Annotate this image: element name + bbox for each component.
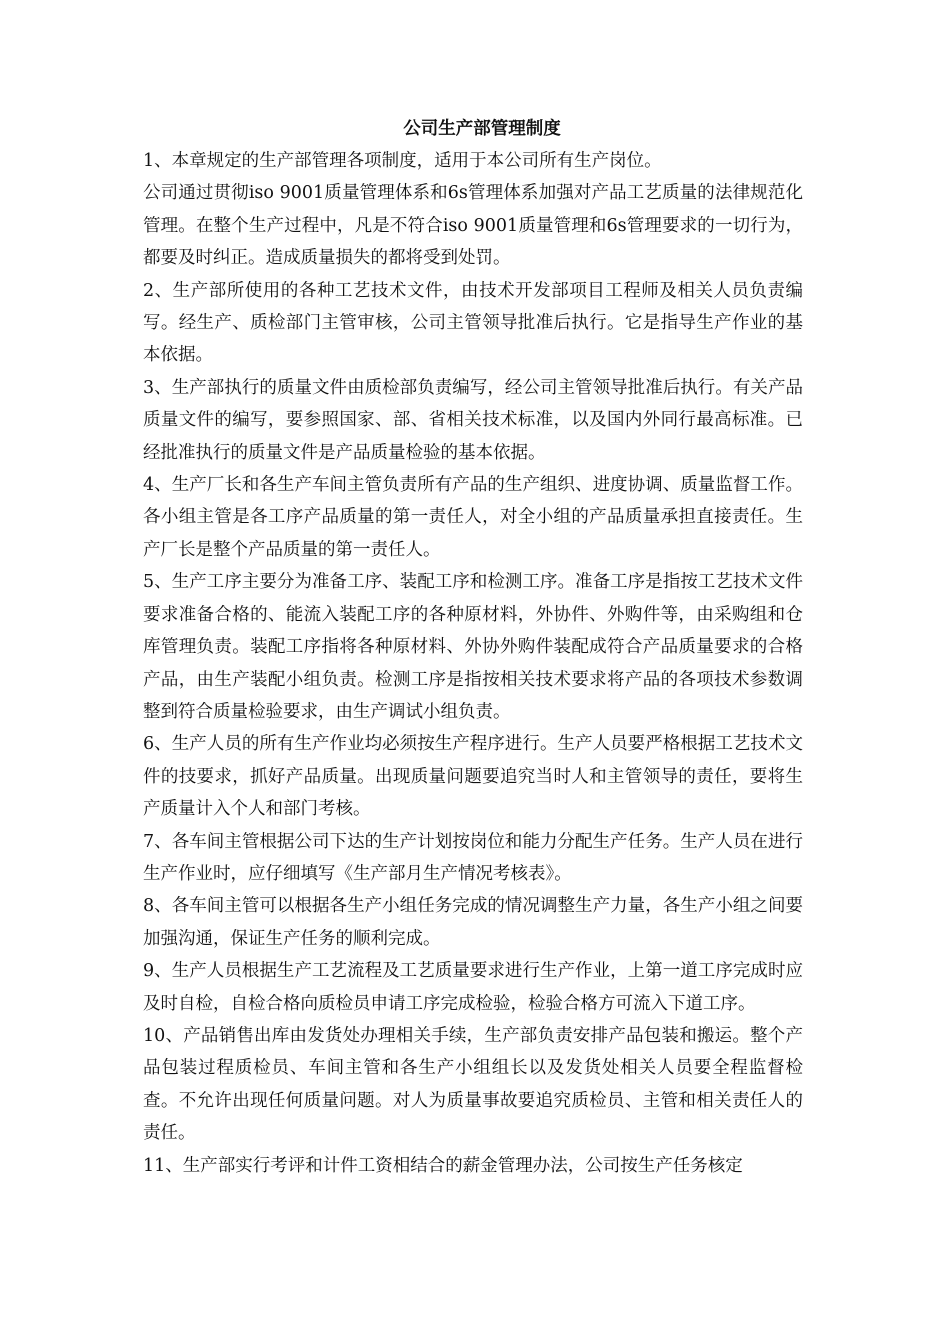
paragraph-1-detail: 公司通过贯彻iso 9001质量管理体系和6s管理体系加强对产品工艺质量的法律规范化管理。在整个生产过程中，凡是不符合iso 9001质量管理和6s管理要求的一切行为，都要及时纠正。造成质量损失的都将受到处罚。 (143, 183, 803, 269)
paragraph-2: 2、生产部所使用的各种工艺技术文件，由技术开发部项目工程师及相关人员负责编写。经生产、质检部门主管审核，公司主管领导批准后执行。它是指导生产作业的基本依据。 (143, 280, 803, 366)
paragraph-4: 4、生产厂长和各生产车间主管负责所有产品的生产组织、进度协调、质量监督工作。各小组主管是各工序产品质量的第一责任人，对全小组的产品质量承担直接责任。生产厂长是整个产品质量的第一责任人。 (143, 475, 803, 560)
paragraph-1: 1、本章规定的生产部管理各项制度，适用于本公司所有生产岗位。 (143, 151, 662, 171)
paragraph-7: 7、各车间主管根据公司下达的生产计划按岗位和能力分配生产任务。生产人员在进行生产作业时，应仔细填写《生产部月生产情况考核表》。 (143, 831, 803, 884)
document-page (143, 113, 803, 1182)
paragraph-8: 8、各车间主管可以根据各生产小组任务完成的情况调整生产力量，各生产小组之间要加强沟通，保证生产任务的顺利完成。 (143, 896, 803, 949)
paragraph-3: 3、生产部执行的质量文件由质检部负责编写，经公司主管领导批准后执行。有关产品质量文件的编写，要参照国家、部、省相关技术标准，以及国内外同行最高标准。已经批准执行的质量文件是产品质量检验的基本依据。 (143, 377, 803, 463)
document-title: 公司生产部管理制度 (403, 119, 561, 139)
paragraph-6: 6、生产人员的所有生产作业均必须按生产程序进行。生产人员要严格根据工艺技术文件的技要求，抓好产品质量。出现质量问题要追究当时人和主管领导的责任，要将生产质量计入个人和部门考核。 (143, 734, 803, 820)
paragraph-10: 10、产品销售出库由发货处办理相关手续，生产部负责安排产品包装和搬运。整个产品包装过程质检员、车间主管和各生产小组组长以及发货处相关人员要全程监督检查。不允许出现任何质量问题。对人为质量事故要追究质检员、主管和相关责任人的责任。 (143, 1025, 803, 1144)
paragraph-5: 5、生产工序主要分为准备工序、装配工序和检测工序。准备工序是指按工艺技术文件要求准备合格的、能流入装配工序的各种原材料，外协件、外购件等，由采购组和仓库管理负责。装配工序指将各种原材料、外协外购件装配成符合产品质量要求的合格产品，由生产装配小组负责。检测工序是指按相关技术要求将产品的各项技术参数调整到符合质量检验要求，由生产调试小组负责。 (143, 572, 803, 722)
paragraph-11: 11、生产部实行考评和计件工资相结合的薪金管理办法，公司按生产任务核定 (143, 1155, 743, 1176)
paragraph-9: 9、生产人员根据生产工艺流程及工艺质量要求进行生产作业，上第一道工序完成时应及时自检，自检合格向质检员申请工序完成检验，检验合格方可流入下道工序。 (143, 961, 803, 1014)
